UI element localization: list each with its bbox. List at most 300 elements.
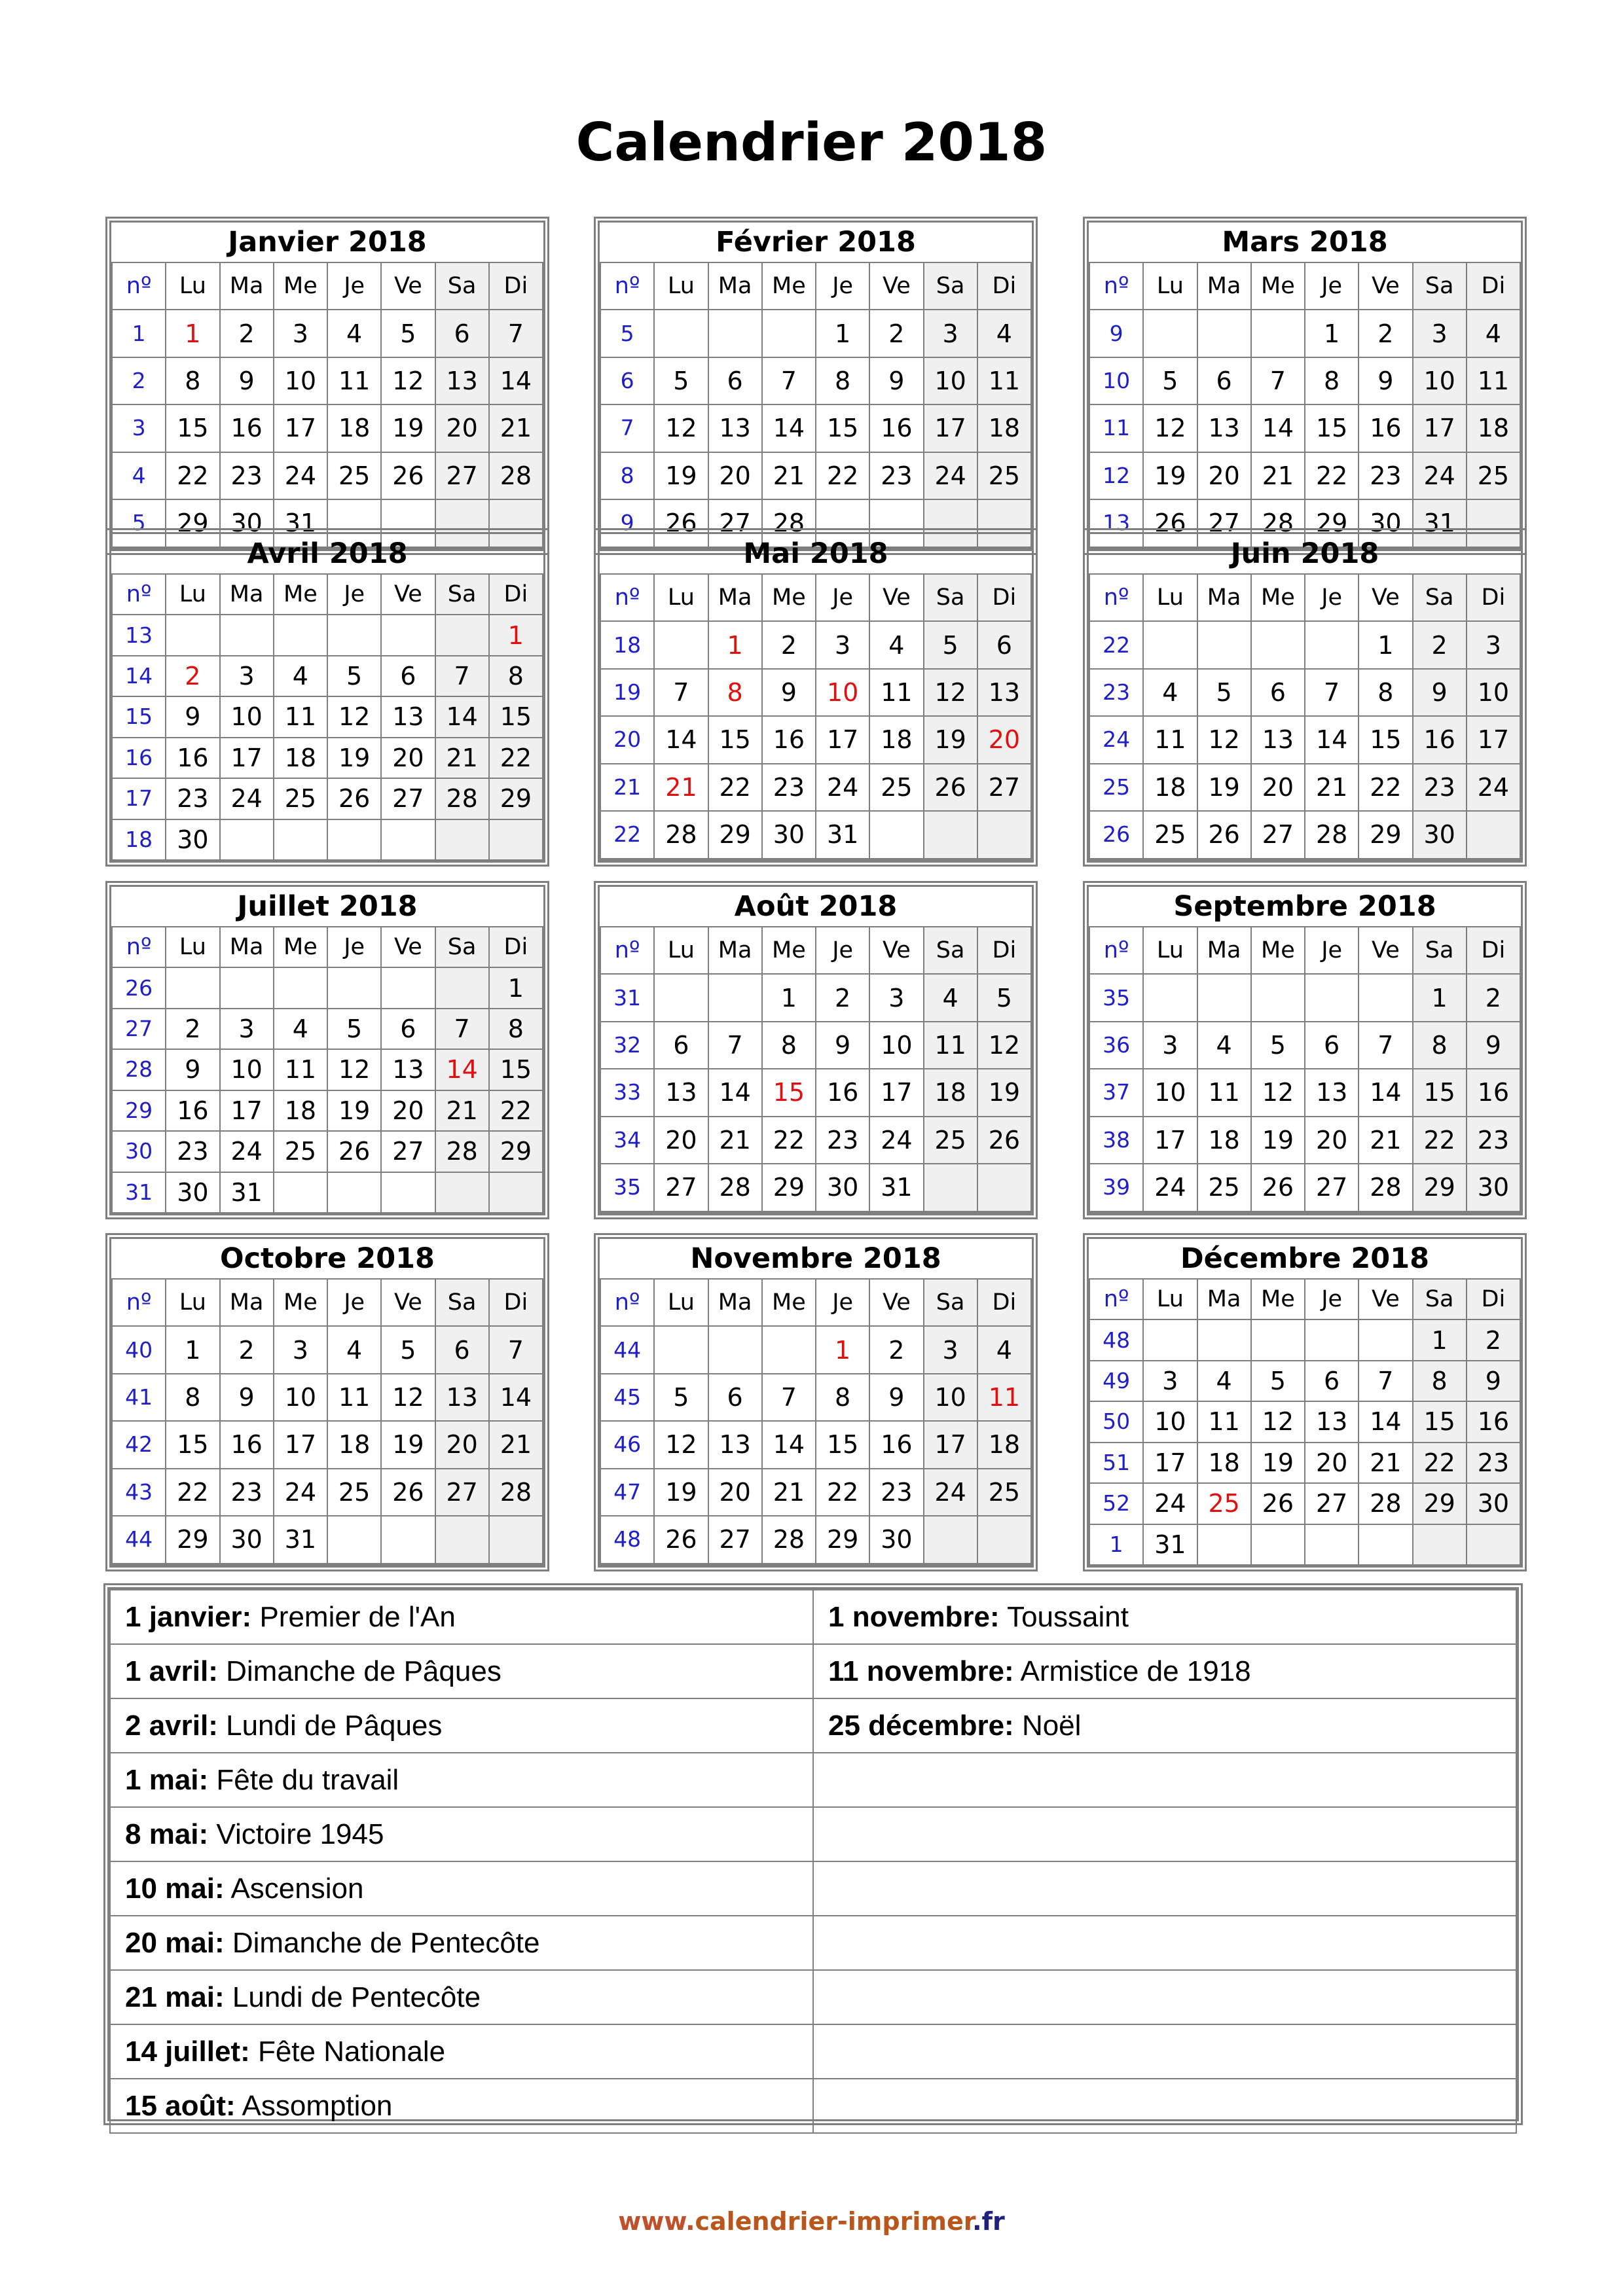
day-cell xyxy=(166,615,219,655)
day-cell: 18 xyxy=(327,1421,381,1468)
day-cell: 10 xyxy=(274,1374,327,1421)
day-cell: 24 xyxy=(1143,1483,1197,1524)
day-cell: 15 xyxy=(816,1421,869,1468)
day-cell xyxy=(274,819,327,860)
week-number: 28 xyxy=(112,1049,166,1090)
day-cell: 28 xyxy=(1359,1483,1412,1524)
month-title: Juillet 2018 xyxy=(112,887,543,927)
day-cell: 13 xyxy=(381,1049,435,1090)
week-number: 48 xyxy=(1089,1319,1143,1360)
day-cell xyxy=(1467,1524,1520,1565)
day-cell xyxy=(1413,859,1467,860)
day-cell: 15 xyxy=(166,404,219,452)
week-number: 26 xyxy=(112,967,166,1008)
weekday-header: Di xyxy=(489,927,543,967)
holiday-name: Fête du travail xyxy=(216,1763,399,1796)
day-cell xyxy=(1197,1319,1251,1360)
day-cell xyxy=(708,1211,762,1213)
day-cell: 8 xyxy=(489,1009,543,1049)
day-cell xyxy=(274,615,327,655)
day-cell: 4 xyxy=(274,1009,327,1049)
week-number: 31 xyxy=(112,1172,166,1213)
weekday-header: Lu xyxy=(654,262,708,310)
weekday-header: Ve xyxy=(381,1279,435,1326)
day-cell: 2 xyxy=(762,621,816,668)
day-cell: 15 xyxy=(166,1421,219,1468)
week-number: 34 xyxy=(600,1117,654,1164)
weekday-header: Je xyxy=(1305,1279,1359,1319)
day-cell xyxy=(327,1172,381,1213)
day-cell: 20 xyxy=(435,404,489,452)
day-cell: 16 xyxy=(1467,1069,1520,1116)
holiday-name: Victoire 1945 xyxy=(216,1818,384,1850)
day-cell xyxy=(708,310,762,357)
week-number: 18 xyxy=(112,819,166,860)
day-cell: 4 xyxy=(977,310,1031,357)
day-cell: 31 xyxy=(220,1172,274,1213)
month-title: Novembre 2018 xyxy=(600,1239,1031,1279)
day-cell xyxy=(1197,621,1251,668)
day-cell: 3 xyxy=(924,1326,977,1373)
day-cell: 20 xyxy=(977,716,1031,763)
week-number: 12 xyxy=(1089,452,1143,499)
day-cell: 15 xyxy=(1413,1401,1467,1442)
week-number: 18 xyxy=(600,621,654,668)
day-cell xyxy=(1305,1524,1359,1565)
day-cell xyxy=(435,1172,489,1213)
day-cell xyxy=(654,859,708,860)
day-cell: 8 xyxy=(166,1374,219,1421)
week-number: 9 xyxy=(1089,310,1143,357)
day-cell: 29 xyxy=(1413,1483,1467,1524)
holiday-entry xyxy=(110,1753,813,1807)
weekday-header: Ma xyxy=(1197,574,1251,621)
day-cell: 2 xyxy=(220,310,274,357)
day-cell: 9 xyxy=(166,1049,219,1090)
day-cell xyxy=(1143,859,1197,860)
day-cell: 20 xyxy=(381,1090,435,1131)
day-cell: 30 xyxy=(166,1172,219,1213)
day-cell xyxy=(869,1564,923,1565)
day-cell: 23 xyxy=(869,1469,923,1516)
day-cell: 6 xyxy=(977,621,1031,668)
day-cell: 22 xyxy=(166,1469,219,1516)
weekday-header: Lu xyxy=(1143,1279,1197,1319)
day-cell: 8 xyxy=(1359,669,1412,716)
day-cell xyxy=(1251,1319,1305,1360)
day-cell: 29 xyxy=(708,811,762,858)
month-calendar xyxy=(1087,885,1523,1215)
day-cell: 21 xyxy=(654,764,708,811)
holiday-date: 15 août: xyxy=(125,2089,236,2122)
day-cell: 4 xyxy=(1467,310,1520,357)
month-title: Décembre 2018 xyxy=(1089,1239,1520,1279)
day-cell: 7 xyxy=(1359,1022,1412,1069)
weekday-header: Ma xyxy=(708,927,762,974)
day-cell xyxy=(220,819,274,860)
week-number-header: nº xyxy=(600,262,654,310)
month-title: Avril 2018 xyxy=(112,534,543,574)
day-cell: 1 xyxy=(166,310,219,357)
day-cell: 22 xyxy=(489,738,543,778)
day-cell: 18 xyxy=(1143,764,1197,811)
week-number: 38 xyxy=(1089,1117,1143,1164)
day-cell: 2 xyxy=(1359,310,1412,357)
day-cell: 24 xyxy=(1143,1164,1197,1211)
day-cell: 1 xyxy=(166,1326,219,1373)
day-cell: 15 xyxy=(489,1049,543,1090)
holiday-entry xyxy=(110,1807,813,1861)
day-cell xyxy=(1197,974,1251,1021)
day-cell: 23 xyxy=(220,452,274,499)
day-cell: 20 xyxy=(1251,764,1305,811)
day-cell: 4 xyxy=(869,621,923,668)
week-number: 1 xyxy=(1089,1524,1143,1565)
day-cell: 22 xyxy=(1413,1443,1467,1483)
week-number: 2 xyxy=(112,357,166,404)
weekday-header: Ma xyxy=(1197,262,1251,310)
day-cell: 27 xyxy=(654,1164,708,1211)
day-cell: 16 xyxy=(166,1090,219,1131)
footer-url[interactable] xyxy=(0,2207,1623,2236)
day-cell: 23 xyxy=(869,452,923,499)
day-cell: 13 xyxy=(435,1374,489,1421)
day-cell: 29 xyxy=(762,1164,816,1211)
day-cell: 18 xyxy=(924,1069,977,1116)
day-cell: 17 xyxy=(924,1421,977,1468)
weekday-header: Lu xyxy=(166,927,219,967)
day-cell: 8 xyxy=(708,669,762,716)
day-cell: 7 xyxy=(489,310,543,357)
day-cell: 27 xyxy=(1305,1164,1359,1211)
day-cell xyxy=(1467,859,1520,860)
day-cell xyxy=(489,1564,543,1565)
day-cell xyxy=(381,1516,435,1563)
week-number: 42 xyxy=(112,1421,166,1468)
day-cell: 5 xyxy=(327,656,381,696)
week-number: 8 xyxy=(600,452,654,499)
holiday-date: 8 mai: xyxy=(125,1818,209,1850)
day-cell: 19 xyxy=(381,1421,435,1468)
week-number-header: nº xyxy=(600,574,654,621)
day-cell: 12 xyxy=(924,669,977,716)
day-cell: 13 xyxy=(1305,1069,1359,1116)
day-cell: 20 xyxy=(1305,1443,1359,1483)
day-cell xyxy=(1359,1211,1412,1213)
day-cell: 16 xyxy=(220,1421,274,1468)
day-cell: 3 xyxy=(1143,1361,1197,1401)
day-cell: 26 xyxy=(1251,1164,1305,1211)
day-cell: 13 xyxy=(977,669,1031,716)
holiday-entry xyxy=(110,2079,813,2133)
day-cell: 15 xyxy=(708,716,762,763)
month-calendar xyxy=(109,885,545,1215)
day-cell: 10 xyxy=(1467,669,1520,716)
day-cell: 11 xyxy=(1197,1069,1251,1116)
day-cell: 25 xyxy=(327,1469,381,1516)
month-title: Février 2018 xyxy=(600,223,1031,262)
day-cell: 23 xyxy=(166,778,219,819)
month-calendar xyxy=(109,1237,545,1568)
day-cell: 16 xyxy=(816,1069,869,1116)
day-cell: 2 xyxy=(166,656,219,696)
day-cell: 9 xyxy=(1467,1361,1520,1401)
day-cell: 12 xyxy=(1251,1069,1305,1116)
day-cell: 10 xyxy=(924,1374,977,1421)
week-number: 36 xyxy=(1089,1022,1143,1069)
day-cell: 2 xyxy=(869,310,923,357)
day-cell: 19 xyxy=(327,1090,381,1131)
day-cell: 26 xyxy=(327,778,381,819)
holiday-name: Premier de l'An xyxy=(259,1600,456,1633)
day-cell: 4 xyxy=(327,310,381,357)
day-cell: 14 xyxy=(435,1049,489,1090)
day-cell: 26 xyxy=(381,1469,435,1516)
day-cell: 19 xyxy=(924,716,977,763)
day-cell: 21 xyxy=(1359,1443,1412,1483)
week-number: 16 xyxy=(112,738,166,778)
day-cell: 29 xyxy=(166,499,219,547)
day-cell: 12 xyxy=(1197,716,1251,763)
week-number: 21 xyxy=(600,764,654,811)
day-cell: 20 xyxy=(654,1117,708,1164)
day-cell: 3 xyxy=(924,310,977,357)
week-number: 24 xyxy=(1089,716,1143,763)
week-number: 44 xyxy=(112,1516,166,1563)
day-cell: 9 xyxy=(1413,669,1467,716)
day-cell: 10 xyxy=(1143,1401,1197,1442)
day-cell: 5 xyxy=(327,1009,381,1049)
week-number-header: nº xyxy=(1089,262,1143,310)
month-calendar xyxy=(109,221,545,551)
day-cell: 29 xyxy=(816,1516,869,1563)
week-number xyxy=(1089,859,1143,860)
weekday-header: Di xyxy=(1467,262,1520,310)
day-cell: 31 xyxy=(869,1164,923,1211)
day-cell: 13 xyxy=(654,1069,708,1116)
day-cell: 7 xyxy=(654,669,708,716)
weekday-header: Di xyxy=(1467,574,1520,621)
day-cell xyxy=(1305,859,1359,860)
day-cell: 25 xyxy=(869,764,923,811)
day-cell xyxy=(1413,1524,1467,1565)
weekday-header: Di xyxy=(489,1279,543,1326)
day-cell xyxy=(1197,1211,1251,1213)
day-cell: 5 xyxy=(977,974,1031,1021)
week-number-header: nº xyxy=(1089,574,1143,621)
weekday-header: Je xyxy=(1305,574,1359,621)
day-cell xyxy=(381,615,435,655)
day-cell: 15 xyxy=(1413,1069,1467,1116)
day-cell xyxy=(654,1564,708,1565)
day-cell xyxy=(869,859,923,860)
day-cell: 10 xyxy=(220,1049,274,1090)
day-cell: 22 xyxy=(489,1090,543,1131)
day-cell xyxy=(762,1211,816,1213)
week-number: 37 xyxy=(1089,1069,1143,1116)
day-cell xyxy=(435,1516,489,1563)
weekday-header: Ma xyxy=(708,1279,762,1326)
day-cell: 25 xyxy=(977,452,1031,499)
day-cell: 13 xyxy=(708,1421,762,1468)
weekday-header: Sa xyxy=(924,574,977,621)
day-cell xyxy=(327,819,381,860)
week-number: 30 xyxy=(112,1131,166,1172)
day-cell: 28 xyxy=(435,1131,489,1172)
day-cell: 6 xyxy=(1305,1022,1359,1069)
holiday-date: 11 novembre: xyxy=(828,1655,1014,1687)
week-number: 35 xyxy=(1089,974,1143,1021)
day-cell xyxy=(435,1564,489,1565)
day-cell xyxy=(816,859,869,860)
week-number xyxy=(1089,1211,1143,1213)
day-cell: 24 xyxy=(1467,764,1520,811)
day-cell xyxy=(816,1564,869,1565)
day-cell xyxy=(166,967,219,1008)
day-cell: 26 xyxy=(1143,499,1197,547)
week-number: 29 xyxy=(112,1090,166,1131)
week-number xyxy=(112,1564,166,1565)
day-cell xyxy=(654,621,708,668)
day-cell: 24 xyxy=(220,1131,274,1172)
weekday-header: Ve xyxy=(1359,927,1412,974)
day-cell: 20 xyxy=(381,738,435,778)
day-cell: 1 xyxy=(1413,1319,1467,1360)
holiday-name: Dimanche de Pâques xyxy=(226,1655,501,1687)
weekday-header: Sa xyxy=(924,927,977,974)
day-cell: 1 xyxy=(1413,974,1467,1021)
day-cell: 17 xyxy=(816,716,869,763)
day-cell: 13 xyxy=(1305,1401,1359,1442)
weekday-header: Me xyxy=(274,574,327,615)
month-calendar xyxy=(598,532,1034,863)
day-cell: 22 xyxy=(762,1117,816,1164)
day-cell: 29 xyxy=(489,778,543,819)
day-cell: 7 xyxy=(762,357,816,404)
day-cell: 19 xyxy=(327,738,381,778)
day-cell: 11 xyxy=(924,1022,977,1069)
day-cell: 8 xyxy=(816,1374,869,1421)
day-cell xyxy=(1197,1524,1251,1565)
week-number: 22 xyxy=(600,811,654,858)
weekday-header: Di xyxy=(977,927,1031,974)
weekday-header: Je xyxy=(327,927,381,967)
day-cell: 28 xyxy=(708,1164,762,1211)
weekday-header: Ma xyxy=(220,927,274,967)
week-number: 49 xyxy=(1089,1361,1143,1401)
day-cell: 5 xyxy=(654,357,708,404)
day-cell: 10 xyxy=(1413,357,1467,404)
day-cell: 1 xyxy=(816,310,869,357)
day-cell: 8 xyxy=(816,357,869,404)
day-cell: 26 xyxy=(977,1117,1031,1164)
day-cell xyxy=(327,1564,381,1565)
day-cell xyxy=(381,1564,435,1565)
day-cell: 10 xyxy=(1143,1069,1197,1116)
day-cell: 30 xyxy=(220,499,274,547)
holiday-entry xyxy=(813,1807,1516,1861)
weekday-header: Ma xyxy=(220,1279,274,1326)
holiday-date: 2 avril: xyxy=(125,1709,218,1742)
week-number: 50 xyxy=(1089,1401,1143,1442)
day-cell xyxy=(924,859,977,860)
holiday-date: 1 mai: xyxy=(125,1763,209,1796)
day-cell: 26 xyxy=(1251,1483,1305,1524)
day-cell: 21 xyxy=(489,1421,543,1468)
weekday-header: Ma xyxy=(708,574,762,621)
weekday-header: Me xyxy=(1251,574,1305,621)
day-cell: 18 xyxy=(274,738,327,778)
day-cell: 24 xyxy=(816,764,869,811)
day-cell: 7 xyxy=(1359,1361,1412,1401)
day-cell xyxy=(654,1326,708,1373)
day-cell: 27 xyxy=(381,778,435,819)
day-cell: 15 xyxy=(489,696,543,737)
day-cell xyxy=(977,859,1031,860)
weekday-header: Di xyxy=(1467,1279,1520,1319)
day-cell: 11 xyxy=(327,1374,381,1421)
holiday-date: 25 décembre: xyxy=(828,1709,1014,1742)
day-cell: 3 xyxy=(1143,1022,1197,1069)
month-title: Août 2018 xyxy=(600,887,1031,927)
weekday-header: Je xyxy=(816,574,869,621)
day-cell: 3 xyxy=(274,1326,327,1373)
holiday-date: 1 novembre: xyxy=(828,1600,1000,1633)
day-cell: 9 xyxy=(869,1374,923,1421)
day-cell: 4 xyxy=(327,1326,381,1373)
day-cell: 6 xyxy=(708,357,762,404)
weekday-header: Me xyxy=(762,262,816,310)
weekday-header: Ma xyxy=(708,262,762,310)
day-cell: 2 xyxy=(220,1326,274,1373)
day-cell: 9 xyxy=(166,696,219,737)
day-cell: 22 xyxy=(1305,452,1359,499)
day-cell: 24 xyxy=(924,452,977,499)
day-cell xyxy=(924,1516,977,1563)
day-cell xyxy=(274,967,327,1008)
day-cell xyxy=(274,1564,327,1565)
day-cell: 5 xyxy=(381,310,435,357)
day-cell: 5 xyxy=(924,621,977,668)
day-cell: 19 xyxy=(1251,1117,1305,1164)
day-cell: 16 xyxy=(762,716,816,763)
day-cell: 23 xyxy=(816,1117,869,1164)
holiday-entry xyxy=(813,1644,1516,1698)
weekday-header: Me xyxy=(1251,927,1305,974)
day-cell: 4 xyxy=(977,1326,1031,1373)
footer-www: www. xyxy=(618,2207,695,2236)
day-cell: 19 xyxy=(1197,764,1251,811)
holiday-entry xyxy=(813,1698,1516,1753)
month-title: Mars 2018 xyxy=(1089,223,1520,262)
day-cell: 12 xyxy=(381,1374,435,1421)
week-number: 11 xyxy=(1089,404,1143,452)
day-cell: 19 xyxy=(654,1469,708,1516)
day-cell xyxy=(924,1211,977,1213)
week-number: 5 xyxy=(600,310,654,357)
week-number-header: nº xyxy=(600,1279,654,1326)
day-cell: 8 xyxy=(489,656,543,696)
holiday-entry xyxy=(110,1590,813,1644)
day-cell: 5 xyxy=(654,1374,708,1421)
week-number-header: nº xyxy=(1089,927,1143,974)
holiday-name: Lundi de Pentecôte xyxy=(232,1981,481,2013)
day-cell xyxy=(1467,1211,1520,1213)
holiday-date: 10 mai: xyxy=(125,1872,225,1905)
day-cell: 1 xyxy=(708,621,762,668)
weekday-header: Ve xyxy=(1359,574,1412,621)
weekday-header: Ve xyxy=(869,574,923,621)
